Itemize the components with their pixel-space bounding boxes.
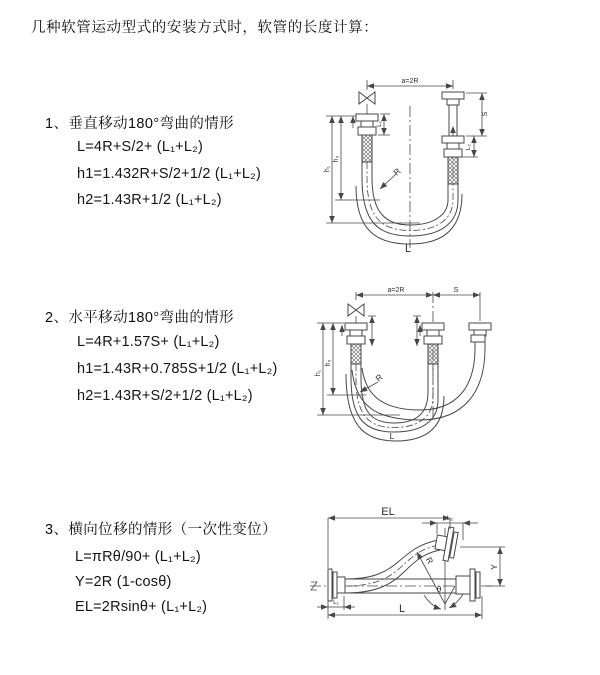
left-hose-end-fitting — [353, 114, 378, 162]
label-h2: h₂ — [325, 359, 332, 367]
section-1-formula-L: L=4R+S/2+ (L₁+L₂) — [77, 139, 203, 155]
section-3-formula-L: L=πRθ/90+ (L₁+L₂) — [75, 549, 201, 565]
label-theta: θ — [436, 584, 442, 594]
section-3-formula-Y: Y=2R (1-cosθ) — [75, 574, 172, 590]
hose-u-bend — [356, 162, 462, 244]
section-2-formula-h2: h2=1.43R+S/2+1/2 (L₁+L₂) — [77, 388, 253, 404]
dimension-a2r — [367, 78, 453, 90]
right-hose-end-fitting — [469, 323, 491, 348]
page-title: 几种软管运动型式的安装方式时，软管的长度计算： — [31, 20, 379, 36]
valve-icon — [348, 304, 364, 316]
label-s: S — [482, 111, 489, 117]
label-r: R — [391, 166, 403, 178]
diagram-vertical-180 — [308, 66, 598, 262]
label-l1: L₁ — [376, 121, 383, 127]
stub-dimensions — [368, 316, 421, 346]
label-r: R — [373, 371, 385, 384]
label-h1: h₁ — [324, 165, 331, 173]
label-length-l: L — [389, 431, 395, 441]
section-3-heading: 3、横向位移的情形（一次性变位） — [45, 522, 277, 538]
label-length-l: L — [398, 603, 406, 615]
label-length-l: L — [404, 243, 412, 255]
hose-u-bend-position2 — [352, 348, 485, 420]
left-hose-end-fitting — [342, 323, 367, 364]
label-a2r: a=2R — [401, 78, 419, 85]
dimension-s-l2 — [460, 93, 489, 157]
label-a2r: a=2R — [387, 287, 405, 294]
diagram-horizontal-180 — [308, 278, 598, 470]
label-l2: L₂ — [446, 515, 454, 522]
label-s: S — [453, 287, 459, 294]
section-2-formula-h1: h1=1.43R+0.785S+1/2 (L₁+L₂) — [77, 361, 278, 377]
label-y: Y — [489, 564, 499, 570]
label-l1: L₁ — [333, 599, 339, 606]
radius-callout — [380, 166, 403, 189]
diagram-lateral-displacement — [298, 498, 600, 668]
middle-hose-end-fitting — [420, 323, 444, 364]
right-flange — [456, 569, 480, 601]
dimension-l1 — [317, 596, 355, 610]
section-1-formula-h1: h1=1.432R+S/2+1/2 (L₁+L₂) — [77, 166, 262, 182]
left-flange — [328, 569, 345, 601]
label-l2: L₂ — [465, 143, 472, 151]
centerlines — [356, 292, 433, 420]
label-h2: h₂ — [333, 155, 340, 163]
valve-icon — [359, 92, 375, 104]
right-hose-end-fitting — [442, 92, 464, 184]
label-el: EL — [381, 506, 395, 518]
section-1-heading: 1、垂直移动180°弯曲的情形 — [45, 116, 235, 132]
hose-displaced-position — [345, 540, 440, 593]
section-2-heading: 2、水平移动180°弯曲的情形 — [45, 310, 235, 326]
section-3-formula-EL: EL=2Rsinθ+ (L₁+L₂) — [75, 599, 208, 615]
hose-u-bend-position1 — [346, 364, 444, 441]
label-h1: h₁ — [315, 369, 322, 377]
section-2-formula-L: L=4R+1.57S+ (L₁+L₂) — [77, 334, 220, 350]
section-1-formula-h2: h2=1.43R+1/2 (L₁+L₂) — [77, 192, 222, 208]
label-r: R — [423, 555, 436, 566]
